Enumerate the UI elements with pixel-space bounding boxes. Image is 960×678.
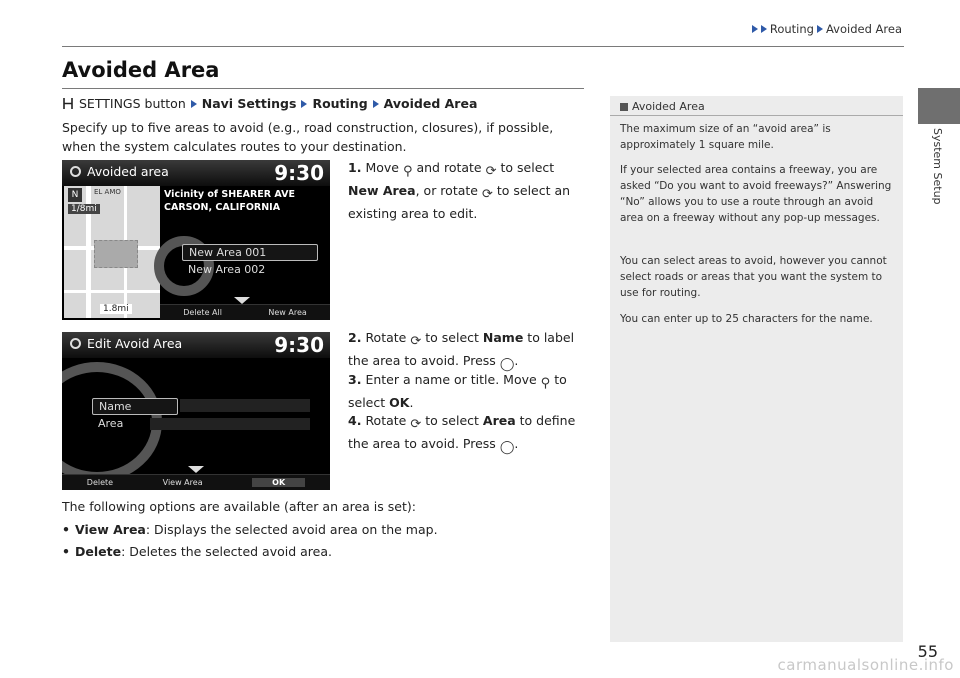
option-desc: : Deletes the selected avoid area. [121, 544, 332, 559]
vicinity-line: CARSON, CALIFORNIA [164, 202, 281, 213]
note-paragraph: You can select areas to avoid, however you cannot select roads or areas that you want the system to use for routing. [620, 255, 887, 299]
step-text: Rotate [365, 413, 407, 428]
clock: 9:30 [274, 161, 324, 185]
breadcrumb [752, 22, 902, 36]
enter-icon: ◯ [499, 357, 515, 372]
step-text: Enter a name or title. Move [365, 372, 537, 387]
option-desc: : Displays the selected avoid area on the map. [145, 522, 438, 537]
option-item [62, 520, 438, 539]
note-icon [620, 103, 628, 111]
step-text: . [514, 353, 519, 368]
options-intro: The following options are available (after an area is set): [62, 499, 416, 514]
soft-key-bar [160, 304, 330, 320]
arrow-icon [817, 25, 823, 33]
step-term: Area [482, 413, 516, 428]
list-item[interactable]: New Area 001 [182, 244, 318, 261]
watermark: carmanualsonline.info [777, 656, 954, 674]
note-paragraph: The maximum size of an “avoid area” is approximately 1 square mile. [620, 123, 831, 151]
intro-paragraph: Specify up to five areas to avoid (e.g., road construction, closures), if possible, when the system calculates routes to your destination. [62, 120, 554, 154]
arrow-icon [761, 25, 767, 33]
vicinity-line: Vicinity of SHEARER AVE [164, 189, 295, 200]
area-field-label[interactable]: Area [98, 417, 124, 430]
delete-all-button[interactable]: Delete All [183, 308, 222, 317]
path-item: Routing [312, 96, 368, 111]
breadcrumb-item[interactable]: Routing [769, 22, 814, 36]
step-text: Rotate [365, 330, 407, 345]
area-field-value[interactable] [150, 418, 310, 430]
note-heading [620, 100, 705, 113]
step-text: to select [425, 413, 479, 428]
map-scale-bottom: 1.8mi [100, 304, 132, 314]
map-road [64, 290, 160, 293]
step-text: to select [500, 160, 555, 175]
screen-title-text: Edit Avoid Area [87, 336, 183, 351]
step-text: . [409, 395, 414, 410]
chevron-down-icon [188, 466, 204, 473]
avoid-area-marker [94, 240, 138, 268]
avoided-area-screen [62, 160, 330, 320]
name-field-value[interactable] [180, 399, 310, 412]
side-note [610, 96, 903, 642]
screen-title-text: Avoided area [87, 164, 169, 179]
step-1 [348, 158, 584, 223]
step-3 [348, 370, 584, 412]
step-4 [348, 411, 584, 457]
joystick-icon: ⚲ [540, 376, 551, 391]
ok-button[interactable]: OK [252, 478, 305, 487]
step-text: , or rotate [415, 183, 478, 198]
step-text: to select an existing area to edit. [348, 183, 571, 221]
map-scale-top: 1/8mi [68, 204, 100, 214]
step-number: 2. [348, 330, 362, 345]
step-text: and rotate [416, 160, 482, 175]
soft-key-bar [62, 474, 330, 490]
delete-button[interactable]: Delete [86, 478, 114, 487]
new-area-button[interactable]: New Area [268, 308, 307, 317]
arrow-icon [191, 100, 197, 108]
path-item: Navi Settings [201, 96, 297, 111]
map-preview [64, 186, 160, 318]
joystick-icon: ⚲ [402, 164, 413, 179]
vicinity-label [164, 188, 295, 214]
step-text: . [514, 436, 519, 451]
enter-icon: ◯ [499, 440, 515, 455]
step-text: to select [348, 372, 567, 410]
path-prefix: SETTINGS button [79, 96, 186, 111]
view-area-button[interactable]: View Area [162, 478, 203, 487]
clock: 9:30 [274, 333, 324, 357]
chevron-down-icon [234, 297, 250, 304]
path-item: Avoided Area [383, 96, 478, 111]
step-term: Name [482, 330, 524, 345]
step-number: 3. [348, 372, 362, 387]
name-field-label[interactable]: Name [92, 398, 178, 415]
option-item [62, 542, 332, 561]
arrow-icon [373, 100, 379, 108]
list-item[interactable]: New Area 002 [188, 263, 266, 276]
map-street-label: EL AMO [94, 188, 121, 196]
gear-icon [70, 338, 81, 349]
step-2 [348, 328, 584, 374]
note-paragraph: You can enter up to 25 characters for the name. [620, 313, 873, 325]
step-term: OK [389, 395, 410, 410]
arrow-icon [752, 25, 758, 33]
north-icon: N [68, 188, 82, 202]
bullet-icon: • [62, 522, 70, 537]
step-text: to select [425, 330, 479, 345]
section-label [930, 128, 946, 208]
note-heading-text: Avoided Area [632, 100, 705, 113]
step-text: to label the area to avoid. Press [348, 330, 575, 368]
rotate-icon: ⟳ [410, 417, 422, 432]
header-divider [62, 46, 904, 47]
step-text: Move [365, 160, 399, 175]
section-tab [918, 88, 960, 124]
rotate-icon: ⟳ [410, 334, 422, 349]
title-divider [62, 88, 584, 89]
edit-avoid-area-screen [62, 332, 330, 490]
screen-title [70, 336, 182, 351]
option-label: View Area [75, 522, 146, 537]
step-number: 4. [348, 413, 362, 428]
option-label: Delete [75, 544, 122, 559]
breadcrumb-item[interactable]: Avoided Area [825, 22, 902, 36]
section-label-text: System Setup [931, 128, 944, 205]
settings-path [62, 94, 477, 113]
rotate-icon: ⟳ [485, 164, 497, 179]
note-paragraph: If your selected area contains a freeway, you are asked “Do you want to avoid freeways?” Answering “No” allows you to use a route through an avoid area on a freeway without any pop-up messages. [620, 164, 892, 224]
page-title: Avoided Area [62, 58, 220, 82]
gear-icon [70, 166, 81, 177]
step-number: 1. [348, 160, 362, 175]
bullet-icon: • [62, 544, 70, 559]
note-divider [610, 115, 903, 116]
page-number: 55 [917, 642, 938, 661]
step-term: New Area [348, 183, 416, 198]
arrow-icon [301, 100, 307, 108]
step-text: to define the area to avoid. Press [348, 413, 576, 451]
rotate-icon: ⟳ [481, 187, 493, 202]
screen-title [70, 164, 169, 179]
home-icon [62, 97, 74, 110]
